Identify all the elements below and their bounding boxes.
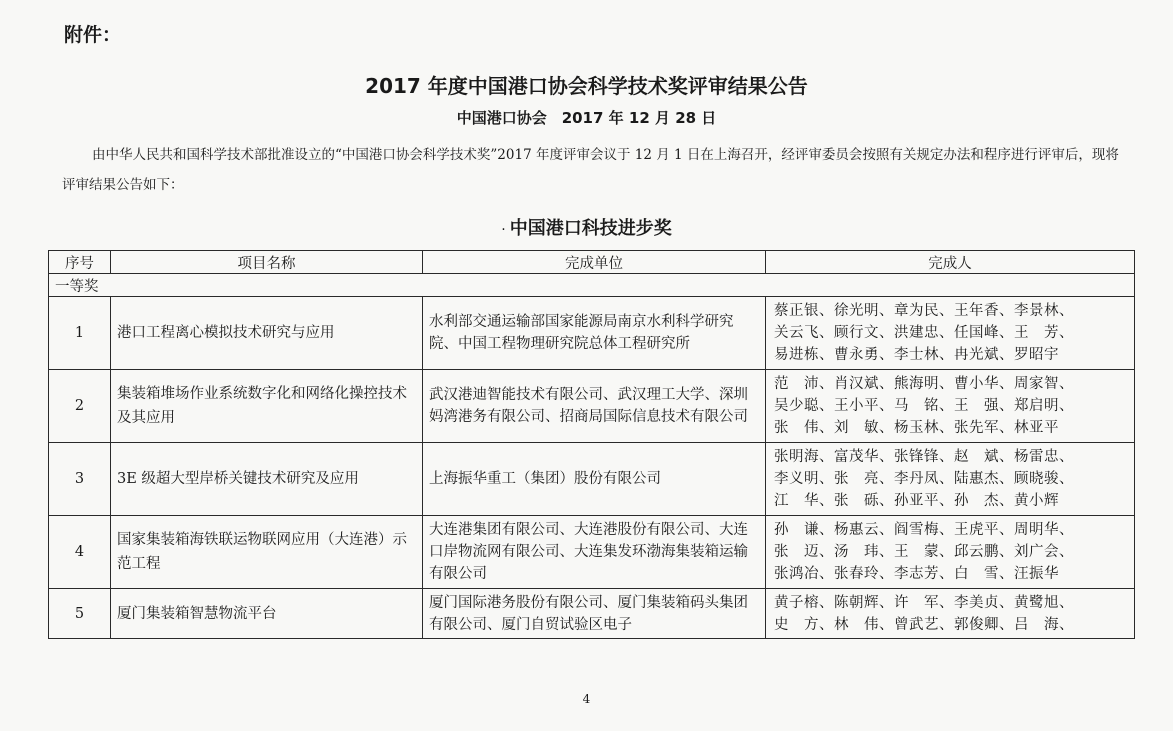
row-unit: 武汉港迪智能技术有限公司、武汉理工大学、深圳妈湾港务有限公司、招商局国际信息技术有限公司 [423, 370, 766, 443]
row-project: 国家集装箱海铁联运物联网应用（大连港）示范工程 [111, 516, 423, 589]
page-number: 4 [582, 692, 591, 706]
row-no: 4 [49, 516, 111, 589]
people-line: 范 沛、肖汉斌、熊海明、曹小华、周家智、 [774, 376, 1074, 392]
people-line: 张 迈、汤 玮、王 蒙、邱云鹏、刘广会、 [774, 544, 1074, 560]
section-title: 中国港口科技进步奖 [509, 218, 672, 239]
row-project: 港口工程离心模拟技术研究与应用 [111, 297, 423, 370]
people-line: 张明海、富茂华、张锋锋、赵 斌、杨雷忠、 [774, 449, 1074, 465]
row-people [766, 443, 1135, 516]
page-subtitle: 中国港口协会 2017 年 12 月 28 日 [456, 109, 717, 127]
row-unit: 厦门国际港务股份有限公司、厦门集装箱码头集团有限公司、厦门自贸试验区电子 [423, 589, 766, 639]
people-line: 关云飞、顾行文、洪建忠、任国峰、王 芳、 [774, 325, 1074, 341]
row-people [766, 589, 1135, 639]
people-line: 李义明、张 亮、李丹凤、陆惠杰、顾晓骏、 [774, 471, 1074, 487]
grade-row [49, 274, 1135, 297]
table-row [49, 297, 1135, 370]
people-line: 易进栋、曹永勇、李士林、冉光斌、罗昭宇 [774, 347, 1059, 363]
people-line: 江 华、张 砾、孙亚平、孙 杰、黄小辉 [774, 493, 1059, 509]
row-no: 5 [49, 589, 111, 639]
table-row [49, 370, 1135, 443]
table-row [49, 443, 1135, 516]
row-people [766, 370, 1135, 443]
header-unit: 完成单位 [423, 251, 766, 274]
page-title: 2017 年度中国港口协会科学技术奖评审结果公告 [365, 74, 808, 98]
results-table [48, 250, 1135, 639]
people-line: 蔡正银、徐光明、章为民、王年香、李景林、 [774, 303, 1074, 319]
people-line: 吴少聪、王小平、马 铭、王 强、郑启明、 [774, 398, 1074, 414]
table-row [49, 589, 1135, 639]
table-header-row [49, 251, 1135, 274]
section-heading [0, 214, 1173, 240]
people-line: 孙 谦、杨惠云、阎雪梅、王虎平、周明华、 [774, 522, 1074, 538]
people-line: 张鸿冶、张春玲、李志芳、白 雪、汪振华 [774, 566, 1059, 582]
row-project: 厦门集装箱智慧物流平台 [111, 589, 423, 639]
row-no: 1 [49, 297, 111, 370]
table-row [49, 516, 1135, 589]
row-no: 2 [49, 370, 111, 443]
attachment-label: 附件： [64, 24, 122, 46]
header-no: 序号 [49, 251, 111, 274]
header-people: 完成人 [766, 251, 1135, 274]
header-project: 项目名称 [111, 251, 423, 274]
people-line: 黄子榕、陈朝辉、许 军、李美贞、黄鹭旭、 [774, 594, 1074, 611]
row-unit: 大连港集团有限公司、大连港股份有限公司、大连口岸物流网有限公司、大连集发环渤海集装箱运输有限公司 [423, 516, 766, 589]
row-project: 集装箱堆场作业系统数字化和网络化操控技术及其应用 [111, 370, 423, 443]
people-line: 史 方、林 伟、曾武艺、郭俊卿、吕 海、 [774, 616, 1074, 633]
bullet-dot: · [501, 222, 506, 238]
row-no: 3 [49, 443, 111, 516]
grade-label: 一等奖 [49, 274, 1135, 297]
row-unit: 上海振华重工（集团）股份有限公司 [423, 443, 766, 516]
row-people [766, 516, 1135, 589]
people-line: 张 伟、刘 敏、杨玉林、张先军、林亚平 [774, 420, 1059, 436]
row-people [766, 297, 1135, 370]
row-unit: 水利部交通运输部国家能源局南京水利科学研究院、中国工程物理研究院总体工程研究所 [423, 297, 766, 370]
intro-paragraph: 由中华人民共和国科学技术部批准设立的“中国港口协会科学技术奖”2017 年度评审会议于 12 月 1 日在上海召开，经评审委员会按照有关规定办法和程序进行评审后，现将评审结果公告如下： [62, 147, 1119, 193]
row-project: 3E 级超大型岸桥关键技术研究及应用 [111, 443, 423, 516]
